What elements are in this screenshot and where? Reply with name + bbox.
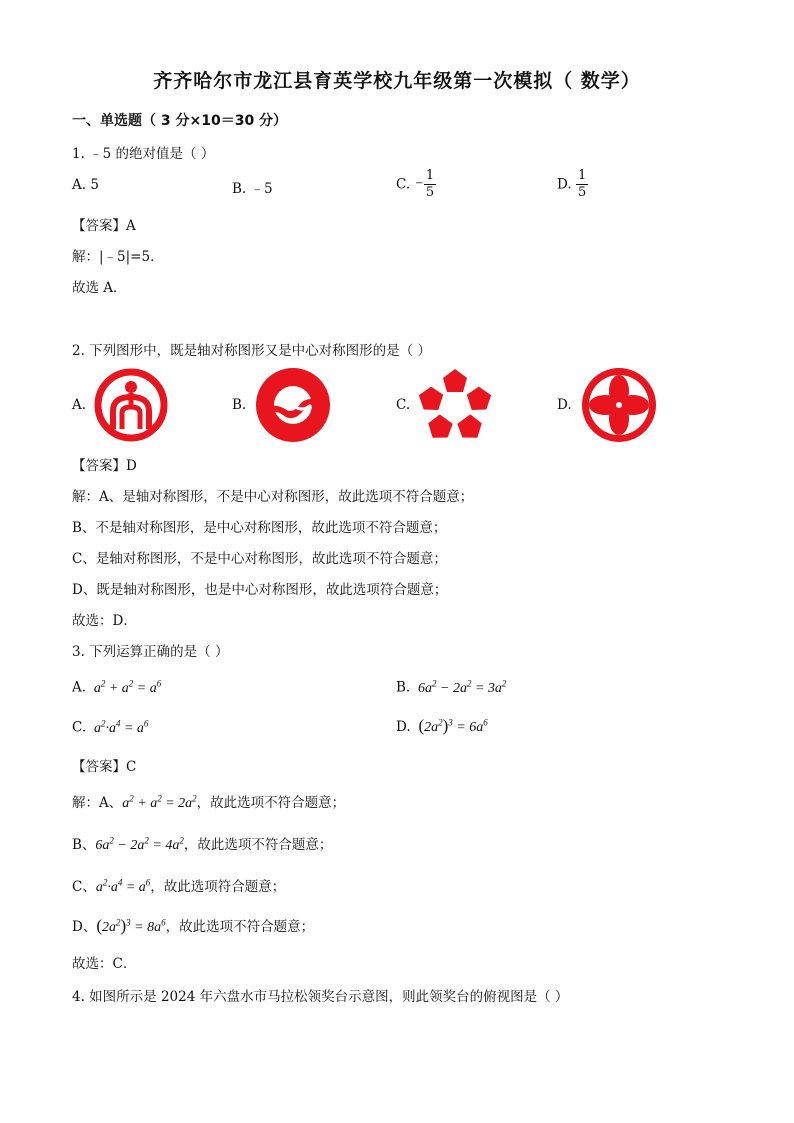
q1-option-c-label: C. <box>396 176 411 193</box>
q3-option-b <box>396 678 506 697</box>
q3-solution-b-prefix: B、 <box>72 837 96 853</box>
q3-option-d-label: D. <box>396 719 411 735</box>
q2-option-c: C. <box>396 397 411 413</box>
q1-option-b: B. ﹣5 <box>232 181 273 197</box>
q1-option-d <box>557 168 588 201</box>
page-title: 齐齐哈尔市龙江县育英学校九年级第一次模拟（ 数学） <box>153 70 641 92</box>
q2-solution-line1: 解：A、是轴对称图形，不是中心对称图形，故此选项不符合题意； <box>72 489 474 505</box>
q2-option-a: A. <box>72 397 87 413</box>
q3-solution-d <box>72 915 314 936</box>
q3-option-c-label: C. <box>72 719 87 736</box>
q3-option-c <box>72 718 148 737</box>
q1-solution-line2: 故选 A． <box>72 280 127 296</box>
q4-stem: 4. 如图所示是 2024 年六盘水市马拉松领奖台示意图，则此领奖台的俯视图是（ ） <box>72 989 569 1005</box>
q3-solution-a-suffix: ，故此选项不符合题意； <box>196 795 346 811</box>
q1-option-d-fraction <box>576 168 588 201</box>
q2-figure-b-swirl-icon <box>255 367 331 443</box>
q3-solution-b-expression: $6a^2 - 2a^2 = 4a^2$ <box>95 835 184 853</box>
q2-figure-a-emblem-icon <box>93 367 169 443</box>
q2-figure-c-pentagons-icon <box>417 367 493 443</box>
q2-figure-d-petals-icon <box>581 367 657 443</box>
q2-option-d: D. <box>557 397 572 413</box>
q3-solution-d-suffix: ，故此选项不符合题意； <box>165 919 315 935</box>
q2-stem: 2. 下列图形中，既是轴对称图形又是中心对称图形的是（ ） <box>72 343 431 359</box>
q3-solution-c <box>72 875 285 896</box>
q3-option-a-expression: $a^2 + a^2 = a^6$ <box>90 678 162 696</box>
q3-answer: 【答案】C <box>72 759 137 775</box>
q3-solution-a-expression: $a^2 + a^2 = 2a^2$ <box>122 793 197 811</box>
q1-solution-line1: 解：|﹣5|=5． <box>72 249 164 265</box>
q3-solution-c-prefix: C、 <box>72 879 96 895</box>
q3-option-c-expression: $a^2\cdot a^4 = a^6$ <box>90 718 149 736</box>
q1-option-c-sign: − <box>414 176 424 192</box>
q3-option-d <box>396 716 488 736</box>
q3-solution-c-expression: $a^2\cdot a^4 = a^6$ <box>95 877 151 895</box>
q1-option-c-denominator: 5 <box>425 185 435 200</box>
q3-solution-d-prefix: D、 <box>72 919 97 935</box>
q1-option-a: A. 5 <box>72 177 99 193</box>
q3-solution-a-prefix: 解：A、 <box>72 795 123 811</box>
q1-option-d-numerator: 1 <box>577 168 587 183</box>
q2-solution-line2: B、不是轴对称图形，是中心对称图形，故此选项不符合题意； <box>72 520 447 536</box>
q3-solution-b-suffix: ，故此选项不符合题意； <box>183 837 333 853</box>
q3-option-a <box>72 678 161 697</box>
q3-solution-a <box>72 791 345 812</box>
q1-option-d-denominator: 5 <box>577 185 587 200</box>
q1-option-c <box>396 168 436 201</box>
q3-stem: 3. 下列运算正确的是（ ） <box>72 644 229 660</box>
q2-solution-line5: 故选：D． <box>72 613 137 629</box>
q2-option-b: B. <box>232 397 247 413</box>
q2-solution-line3: C、是轴对称图形，不是中心对称图形，故此选项不符合题意； <box>72 551 447 567</box>
q1-option-d-label: D. <box>557 176 572 193</box>
q3-solution-b <box>72 833 332 854</box>
q2-solution-line4: D、既是轴对称图形，也是中心对称图形，故此选项符合题意； <box>72 582 448 598</box>
q1-stem: 1. ﹣5 的绝对值是（ ） <box>72 146 215 162</box>
q3-solution-c-suffix: ，故此选项符合题意； <box>150 879 286 895</box>
q3-option-b-label: B. <box>396 679 411 696</box>
q3-solution-d-expression: $(2a^2)^3 = 8a^6$ <box>96 916 166 935</box>
q1-option-c-numerator: 1 <box>425 168 435 183</box>
q2-answer: 【答案】D <box>72 458 137 474</box>
q3-option-a-label: A. <box>72 679 87 696</box>
q3-solution-end: 故选：C． <box>72 956 137 972</box>
q1-option-c-fraction <box>424 168 436 201</box>
q3-option-b-expression: $6a^2 - 2a^2 = 3a^2$ <box>414 678 507 696</box>
section-heading: 一、单选题（ 3 分×10＝30 分） <box>72 113 288 129</box>
q3-option-d-expression: $(2a^2)^3 = 6a^6$ <box>418 716 488 735</box>
q1-answer: 【答案】A <box>72 218 136 234</box>
